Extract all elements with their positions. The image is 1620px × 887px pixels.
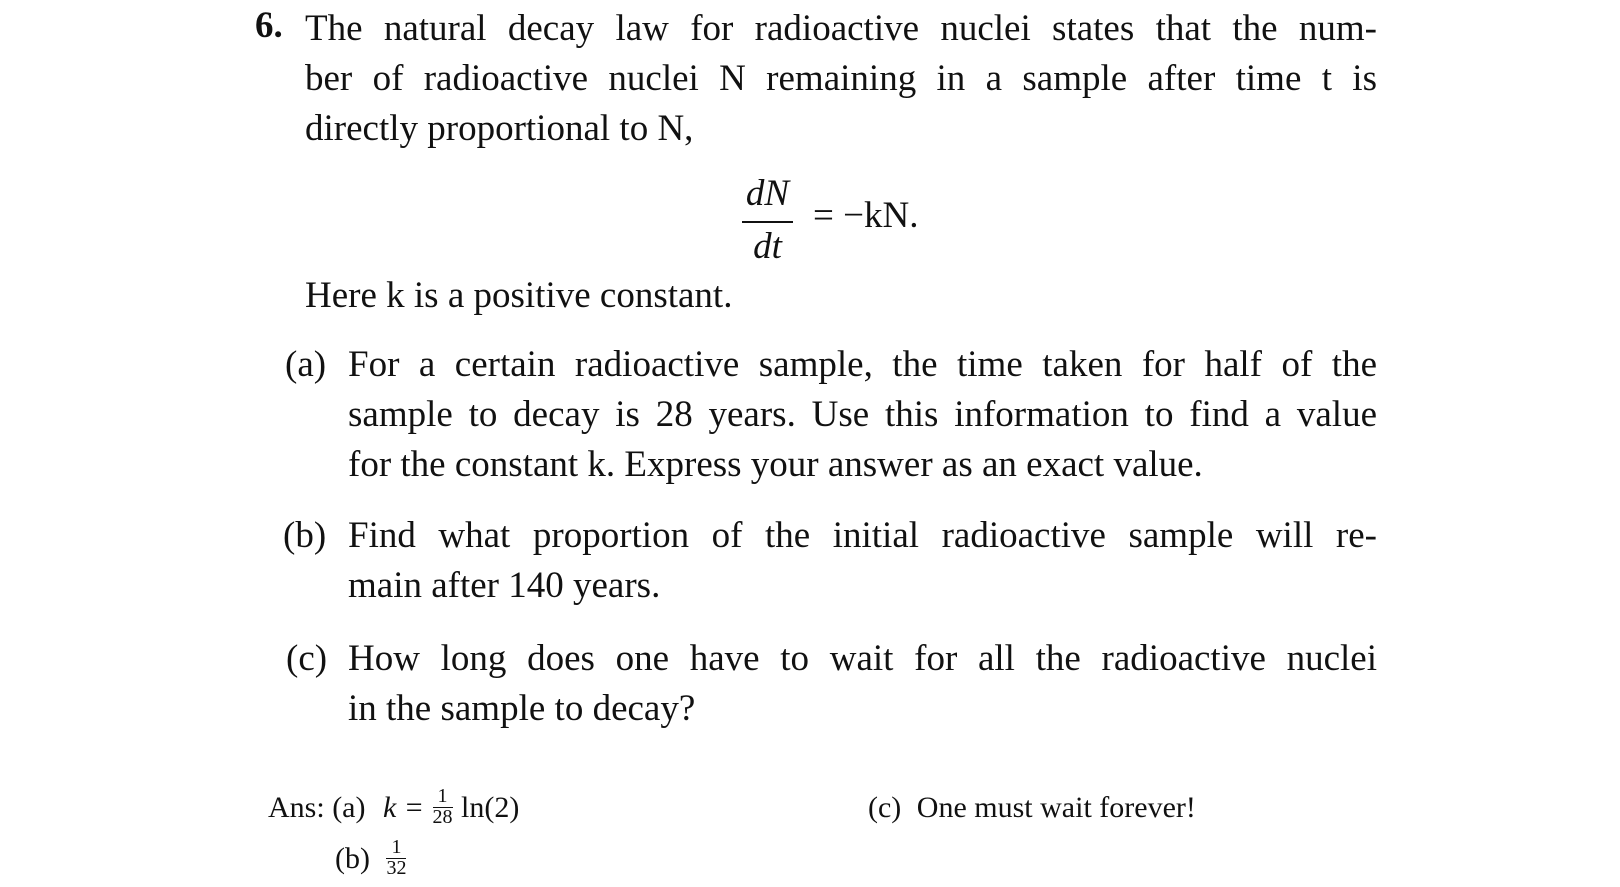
answer-b-fraction: [385, 836, 407, 879]
part-c-line-1: How long does one have to wait for all the radioactive nuclei: [348, 638, 1377, 679]
part-c-label: (c): [286, 638, 328, 679]
answer-c: [868, 790, 1196, 826]
answer-a-frac-den: 28: [432, 806, 453, 828]
part-a-line-2: sample to decay is 28 years. Use this information to find a value: [348, 394, 1377, 435]
answer-c-label: (c): [868, 791, 902, 824]
answer-a-lhs: k =: [382, 791, 425, 824]
equation-rhs: = −kN.: [813, 195, 919, 236]
intro-line-2: ber of radioactive nuclei N remaining in a sample after time t is: [305, 58, 1377, 99]
part-b-line-2: main after 140 years.: [348, 565, 661, 606]
problem-number: 6.: [255, 5, 283, 46]
fraction-bar: [742, 221, 793, 223]
part-a-line-3: for the constant k. Express your answer as an exact value.: [348, 444, 1203, 485]
part-c-line-2: in the sample to decay?: [348, 688, 696, 729]
fraction-numerator: dN: [745, 173, 790, 214]
answer-b-label: (b): [335, 842, 370, 875]
fraction-denominator: dt: [753, 226, 782, 267]
answer-a-fraction: [432, 785, 454, 828]
answer-a-frac-num: 1: [437, 785, 448, 807]
answer-b: [335, 836, 407, 879]
part-a-line-1: For a certain radioactive sample, the time taken for half of the: [348, 344, 1377, 385]
answer-c-text: One must wait forever!: [916, 791, 1196, 824]
intro-line-1: The natural decay law for radioactive nuclei states that the num-: [305, 8, 1377, 49]
answer-a-label: (a): [332, 791, 366, 824]
part-b-line-1: Find what proportion of the initial radioactive sample will re-: [348, 515, 1377, 556]
answer-b-frac-den: 32: [386, 857, 407, 879]
answer-prefix: Ans:: [268, 791, 325, 824]
answer-b-frac-num: 1: [391, 836, 402, 858]
answer-a: [268, 785, 520, 828]
part-a-label: (a): [285, 344, 327, 385]
intro-line-3: directly proportional to N,: [305, 108, 694, 149]
answer-a-rest: ln(2): [461, 791, 520, 824]
constant-note: Here k is a positive constant.: [305, 275, 733, 316]
part-b-label: (b): [283, 515, 327, 556]
